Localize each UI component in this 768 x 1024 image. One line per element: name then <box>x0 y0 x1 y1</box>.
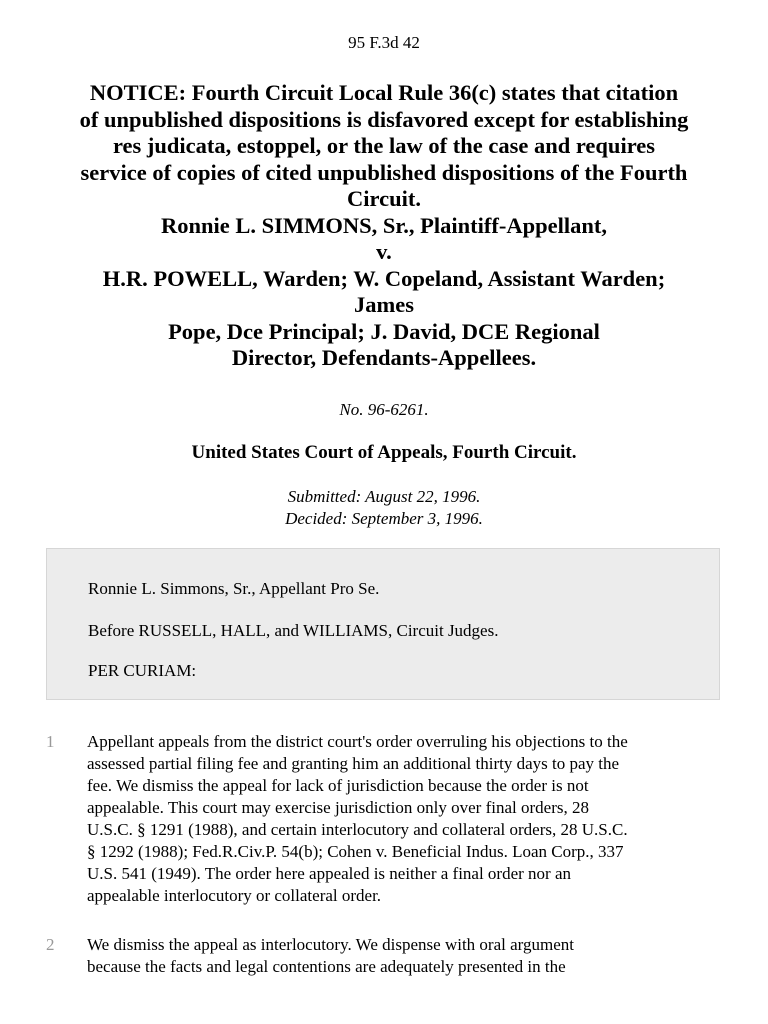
court-name: United States Court of Appeals, Fourth Circuit. <box>191 442 577 463</box>
case-title <box>40 80 728 372</box>
paragraph-number: 2 <box>46 935 55 954</box>
title-line: res judicata, estoppel, or the law of the case and requires <box>112 133 656 158</box>
paragraph-line: U.S. 541 (1949). The order here appealed is neither a final order nor an <box>87 864 572 883</box>
decision-dates <box>0 486 768 530</box>
judges-line: Before RUSSELL, HALL, and WILLIAMS, Circuit Judges. <box>88 621 499 640</box>
docket-number: No. 96-6261. <box>339 400 429 419</box>
paragraph-line: Appellant appeals from the district court's order overruling his objections to the <box>87 732 628 751</box>
counsel-box <box>46 548 720 700</box>
title-line: Pope, Dce Principal; J. David, DCE Regional <box>168 318 600 344</box>
paragraph-line: because the facts and legal contentions are adequately presented in the <box>87 957 566 976</box>
appellant-line: Ronnie L. Simmons, Sr., Appellant Pro Se. <box>88 579 380 598</box>
paragraph-line: § 1292 (1988); Fed.R.Civ.P. 54(b); Cohen v. Beneficial Indus. Loan Corp., 337 <box>87 842 624 861</box>
paragraph-line: assessed partial filing fee and granting him an additional thirty days to pay the <box>87 754 620 773</box>
paragraph-text <box>87 731 727 907</box>
decided-date: Decided: September 3, 1996. <box>285 509 483 528</box>
paragraph-line: We dismiss the appeal as interlocutory. We dispense with oral argument <box>87 935 574 954</box>
title-line: Circuit. <box>347 186 421 211</box>
title-line: Ronnie L. SIMMONS, Sr., Plaintiff-Appellant, <box>160 212 608 238</box>
title-line: Director, Defendants-Appellees. <box>231 345 537 370</box>
paragraph-line: appealable interlocutory or collateral order. <box>87 886 382 905</box>
title-line: of unpublished dispositions is disfavored except for establishing <box>79 106 689 132</box>
title-line: service of copies of cited unpublished dispositions of the Fourth <box>80 159 688 185</box>
title-line: NOTICE: Fourth Circuit Local Rule 36(c) states that citation <box>89 80 679 105</box>
submitted-date: Submitted: August 22, 1996. <box>287 487 481 506</box>
title-line: v. <box>376 239 392 264</box>
paragraph-line: appealable. This court may exercise jurisdiction only over final orders, 28 <box>87 798 589 817</box>
paragraph-text <box>87 934 727 978</box>
paragraph-line: U.S.C. § 1291 (1988), and certain interlocutory and collateral orders, 28 U.S.C. <box>87 820 628 839</box>
per-curiam-line: PER CURIAM: <box>88 661 197 680</box>
title-line: James <box>354 292 414 317</box>
paragraph-line: fee. We dismiss the appeal for lack of jurisdiction because the order is not <box>87 776 589 795</box>
title-line: H.R. POWELL, Warden; W. Copeland, Assistant Warden; <box>102 265 666 291</box>
paragraph-number: 1 <box>46 732 55 751</box>
case-citation: 95 F.3d 42 <box>348 33 420 52</box>
